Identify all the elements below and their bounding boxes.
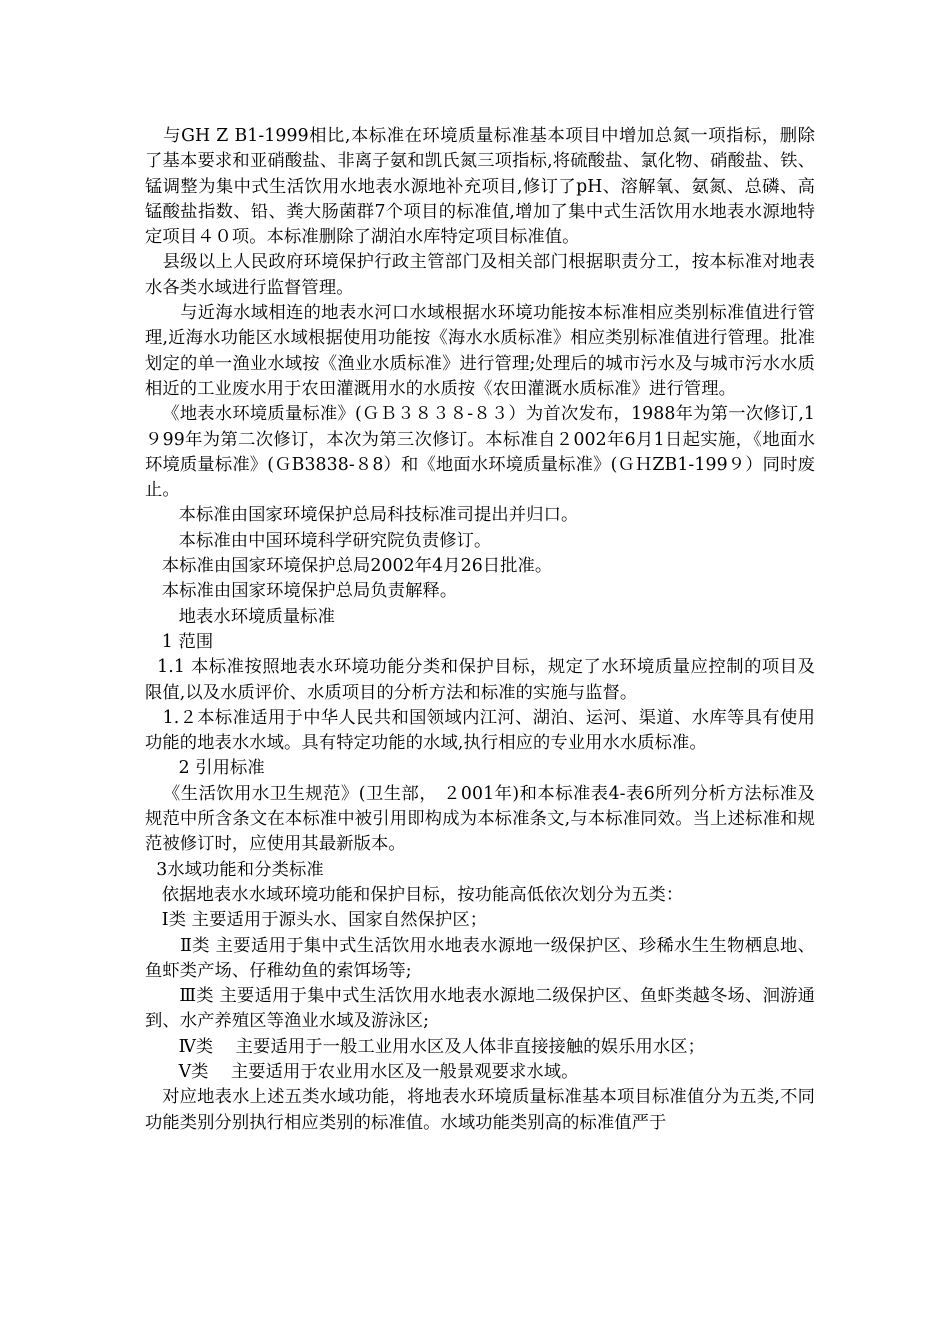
paragraph-scope-1-1: 1.1 本标准按照地表水环境功能分类和保护目标，规定了水环境质量应控制的项目及限值,以及水质评价、水质项目的分析方法和标准的实施与监督。 (145, 657, 816, 703)
document-body (145, 124, 815, 1136)
paragraph-standard-values: 对应地表水上述五类水域功能，将地表水环境质量标准基本项目标准值分为五类,不同功能类别分别执行相应类别的标准值。水域功能类别高的标准值严于 (145, 1087, 816, 1133)
section-heading-references: 2 引用标准 (145, 758, 265, 779)
paragraph-references: 《生活饮用水卫生规范》(卫生部， ２001年)和本标准表4-表6所列分析方法标准及规范中所含条文在本标准中被引用即构成为本标准条文,与本标准同效。当上述标准和规范被修订时，应使用其最新版本。 (145, 783, 815, 855)
document-title: 地表水环境质量标准 (145, 606, 335, 627)
paragraph-approved-by: 本标准由国家环境保护总局2002年4月26日批准。 (145, 556, 553, 577)
paragraph-amendments: 与GH Z B1-1999相比,本标准在环境质量标准基本项目中增加总氮一项指标，删除了基本要求和亚硝酸盐、非离子氨和凯氏氮三项指标,将硫酸盐、氯化物、硝酸盐、铁、锰调整为集中式生活饮用水地表水源地补充项目,修订了pH、溶解氧、氨氮、总磷、高锰酸盐指数、铅、粪大肠菌群7个项目的标准值,增加了集中式生活饮用水地表水源地特定项目４０项。本标准删除了湖泊水库特定项目标准值。 (145, 126, 816, 248)
paragraph-scope-1-2: 1.２本标准适用于中华人民共和国领域内江河、湖泊、运河、渠道、水库等具有使用功能的地表水水域。具有特定功能的水域,执行相应的专业用水水质标准。 (145, 707, 816, 754)
paragraph-revised-by: 本标准由中国环境科学研究院负责修订。 (145, 530, 492, 551)
paragraph-interpreted-by: 本标准由国家环境保护总局负责解释。 (145, 581, 458, 602)
paragraph-class-3: Ⅲ类 主要适用于集中式生活饮用水地表水源地二级保护区、鱼虾类越冬场、洄游通到、水产养殖区等渔业水域及游泳区; (145, 986, 815, 1032)
paragraph-class-4: Ⅳ类 主要适用于一般工业用水区及人体非直接接触的娱乐用水区； (145, 1036, 705, 1057)
paragraph-revision-history: 《地表水环境质量标准》(ＧＢ３８３８-８３）为首次发布，1988年为第一次修订,1９99年为第二次修订，本次为第三次修订。本标准自２002年6月1日起实施，《地面水环境质量标准》(ＧB3838-８8）和《地面水环境质量标准》(ＧＨZB1-199９）同时废止。 (145, 404, 816, 501)
paragraph-classification-intro: 依据地表水水域环境功能和保护目标，按功能高低依次划分为五类： (145, 884, 684, 905)
section-heading-scope: 1 范围 (145, 631, 214, 652)
paragraph-coastal-waters: 与近海水域相连的地表水河口水域根据水环境功能按本标准相应类别标准值进行管理,近海水功能区水域根据使用功能按《海水水质标准》相应类别标准值进行管理。批准划定的单一渔业水域按《渔业水质标准》进行管理;处理后的城市污水及与城市污水水质相近的工业废水用于农田灌溉用水的水质按《农田灌溉水质标准》进行管理。 (145, 303, 816, 399)
paragraph-supervision: 县级以上人民政府环境保护行政主管部门及相关部门根据职责分工，按本标准对地表水各类水域进行监督管理。 (145, 252, 816, 298)
section-heading-classification: 3水域功能和分类标准 (145, 859, 324, 880)
paragraph-class-5: Ⅴ类 主要适用于农业用水区及一般景观要求水域。 (145, 1061, 579, 1082)
paragraph-proposed-by: 本标准由国家环境保护总局科技标准司提出并归口。 (145, 505, 579, 526)
paragraph-class-2: Ⅱ类 主要适用于集中式生活饮用水地表水源地一级保护区、珍稀水生生物栖息地、鱼虾类产场、仔稚幼鱼的索饵场等; (145, 935, 815, 981)
paragraph-class-1: Ⅰ类 主要适用于源头水、国家自然保护区； (145, 910, 488, 931)
